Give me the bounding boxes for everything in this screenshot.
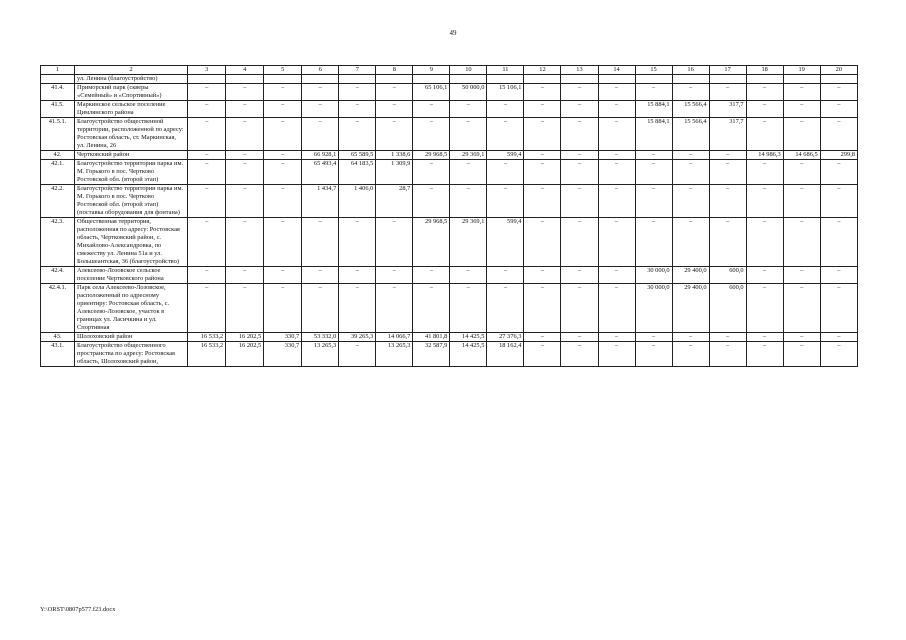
value-cell: 29 400,0	[672, 267, 709, 284]
column-number-header: 1	[41, 66, 75, 75]
value-cell: –	[188, 151, 226, 160]
value-cell: –	[487, 118, 524, 151]
footer-file-path: Y:\ORST\0807p577.f23.docx	[40, 606, 116, 613]
value-cell: –	[226, 84, 264, 101]
value-cell: –	[339, 101, 376, 118]
value-cell: 32 587,9	[413, 342, 450, 367]
value-cell: –	[598, 84, 635, 101]
value-cell: 600,0	[709, 267, 746, 284]
value-cell: –	[188, 284, 226, 333]
value-cell: 27 376,3	[487, 333, 524, 342]
value-cell: –	[264, 218, 302, 267]
value-cell: –	[450, 185, 487, 218]
value-cell	[635, 75, 672, 84]
value-cell: 16 533,2	[188, 342, 226, 367]
value-cell: –	[746, 218, 783, 267]
row-name: Алексеево-Лозовское сельское поселение Чертковского района	[75, 267, 188, 284]
value-cell: –	[226, 118, 264, 151]
value-cell: –	[598, 342, 635, 367]
row-name: Маркинское сельское поселение Цимлянского района	[75, 101, 188, 118]
row-number: 41.5.	[41, 101, 75, 118]
value-cell: 50 000,0	[450, 84, 487, 101]
column-number-header: 13	[561, 66, 598, 75]
value-cell: –	[302, 118, 339, 151]
row-name: Благоустройство территории парка им. М. Горького в пос. Чертково Ростовской обл. (второй этап)	[75, 160, 188, 185]
row-number: 42.1.	[41, 160, 75, 185]
value-cell: –	[635, 342, 672, 367]
value-cell: –	[226, 160, 264, 185]
value-cell: 30 000,0	[635, 284, 672, 333]
value-cell: –	[413, 118, 450, 151]
value-cell: –	[302, 267, 339, 284]
value-cell: 15 566,4	[672, 118, 709, 151]
value-cell: –	[783, 218, 820, 267]
value-cell: –	[820, 84, 857, 101]
value-cell: 18 162,4	[487, 342, 524, 367]
value-cell: 15 884,1	[635, 101, 672, 118]
value-cell	[450, 75, 487, 84]
column-number-header: 12	[524, 66, 561, 75]
value-cell: –	[450, 118, 487, 151]
value-cell: –	[524, 151, 561, 160]
value-cell	[487, 75, 524, 84]
value-cell: 317,7	[709, 118, 746, 151]
value-cell: –	[302, 284, 339, 333]
value-cell: –	[672, 185, 709, 218]
value-cell	[672, 75, 709, 84]
value-cell: –	[302, 101, 339, 118]
value-cell: 1 434,7	[302, 185, 339, 218]
value-cell: –	[783, 84, 820, 101]
value-cell: 14 986,3	[746, 151, 783, 160]
value-cell: –	[413, 284, 450, 333]
column-number-header: 8	[376, 66, 413, 75]
column-number-header: 20	[820, 66, 857, 75]
value-cell: –	[561, 185, 598, 218]
row-number: 41.4.	[41, 84, 75, 101]
value-cell: –	[376, 267, 413, 284]
row-number: 41.5.1.	[41, 118, 75, 151]
value-cell: –	[635, 84, 672, 101]
value-cell: –	[450, 267, 487, 284]
value-cell: –	[635, 185, 672, 218]
row-number: 42.3.	[41, 218, 75, 267]
value-cell: –	[820, 185, 857, 218]
value-cell: –	[709, 342, 746, 367]
column-number-header: 3	[188, 66, 226, 75]
column-number-header: 5	[264, 66, 302, 75]
value-cell: –	[709, 185, 746, 218]
row-number	[41, 75, 75, 84]
value-cell: –	[598, 118, 635, 151]
value-cell: –	[598, 333, 635, 342]
value-cell: –	[264, 160, 302, 185]
table-row	[41, 75, 858, 84]
value-cell: –	[635, 333, 672, 342]
column-number-header: 17	[709, 66, 746, 75]
value-cell: –	[709, 160, 746, 185]
value-cell: –	[561, 333, 598, 342]
value-cell: 16 202,5	[226, 342, 264, 367]
value-cell: –	[339, 342, 376, 367]
value-cell: –	[450, 284, 487, 333]
value-cell: –	[339, 118, 376, 151]
value-cell: –	[561, 84, 598, 101]
value-cell: 15 566,4	[672, 101, 709, 118]
value-cell: 14 425,5	[450, 333, 487, 342]
value-cell: 65 589,5	[339, 151, 376, 160]
value-cell	[264, 75, 302, 84]
value-cell: –	[524, 284, 561, 333]
value-cell: –	[524, 342, 561, 367]
value-cell: –	[783, 118, 820, 151]
value-cell: –	[561, 151, 598, 160]
value-cell: –	[264, 84, 302, 101]
value-cell	[524, 75, 561, 84]
value-cell: –	[524, 84, 561, 101]
column-number-header: 15	[635, 66, 672, 75]
value-cell: –	[487, 284, 524, 333]
column-number-header: 18	[746, 66, 783, 75]
value-cell: –	[264, 284, 302, 333]
table-row	[41, 333, 858, 342]
value-cell: –	[561, 218, 598, 267]
column-number-header: 9	[413, 66, 450, 75]
value-cell: 29 400,0	[672, 284, 709, 333]
row-number: 42.2.	[41, 185, 75, 218]
row-name: Чертковский район	[75, 151, 188, 160]
value-cell: –	[709, 218, 746, 267]
value-cell: –	[746, 342, 783, 367]
value-cell	[561, 75, 598, 84]
table-row	[41, 284, 858, 333]
value-cell: –	[226, 267, 264, 284]
table-row	[41, 185, 858, 218]
value-cell: 600,0	[709, 284, 746, 333]
value-cell: –	[302, 84, 339, 101]
value-cell: 330,7	[264, 342, 302, 367]
value-cell: –	[820, 267, 857, 284]
row-name: Общественная территория, расположенная по адресу: Ростовская область, Чертковский район, с. Михайлово-Александровка, по смежеству ул. Ленина 51а и ул. Большеантская, 36 (благоустройство)	[75, 218, 188, 267]
column-number-header: 16	[672, 66, 709, 75]
value-cell: –	[672, 342, 709, 367]
value-cell: 13 265,3	[302, 342, 339, 367]
row-number: 42.	[41, 151, 75, 160]
value-cell: –	[450, 160, 487, 185]
value-cell: –	[598, 267, 635, 284]
value-cell: –	[672, 151, 709, 160]
value-cell: –	[672, 160, 709, 185]
value-cell: –	[598, 160, 635, 185]
value-cell: –	[598, 284, 635, 333]
column-number-header: 2	[75, 66, 188, 75]
value-cell: –	[746, 333, 783, 342]
value-cell: –	[339, 267, 376, 284]
value-cell: –	[188, 160, 226, 185]
row-name: ул. Ленина (благоустройство)	[75, 75, 188, 84]
value-cell: 28,7	[376, 185, 413, 218]
value-cell: –	[561, 160, 598, 185]
value-cell: –	[561, 342, 598, 367]
value-cell: –	[783, 333, 820, 342]
value-cell: –	[413, 160, 450, 185]
value-cell: 41 801,8	[413, 333, 450, 342]
table-row	[41, 267, 858, 284]
value-cell: –	[820, 284, 857, 333]
value-cell: –	[487, 185, 524, 218]
value-cell: –	[226, 284, 264, 333]
value-cell	[598, 75, 635, 84]
row-name: Шолоховский район	[75, 333, 188, 342]
value-cell: 39 265,3	[339, 333, 376, 342]
value-cell: 66 928,1	[302, 151, 339, 160]
value-cell: 29 369,1	[450, 218, 487, 267]
value-cell: 15 884,1	[635, 118, 672, 151]
value-cell: –	[783, 267, 820, 284]
value-cell: 317,7	[709, 101, 746, 118]
value-cell: 65 106,1	[413, 84, 450, 101]
value-cell: –	[524, 333, 561, 342]
value-cell: –	[188, 118, 226, 151]
value-cell: –	[746, 101, 783, 118]
value-cell: –	[413, 267, 450, 284]
value-cell: –	[188, 218, 226, 267]
budget-table	[40, 65, 858, 367]
value-cell: –	[746, 284, 783, 333]
value-cell: –	[264, 185, 302, 218]
value-cell: –	[783, 284, 820, 333]
table-row	[41, 218, 858, 267]
value-cell: –	[188, 267, 226, 284]
value-cell: –	[598, 101, 635, 118]
value-cell: –	[524, 160, 561, 185]
value-cell: –	[820, 160, 857, 185]
value-cell	[376, 75, 413, 84]
row-name: Парк села Алексеево-Лозовское, расположенный по адресному ориентиру: Ростовская область, с. Алексеево-Лозовское, участок в границах ул. Ласичкина и ул. Спортивная	[75, 284, 188, 333]
value-cell: –	[264, 151, 302, 160]
table-row	[41, 118, 858, 151]
value-cell	[746, 75, 783, 84]
value-cell: –	[339, 84, 376, 101]
value-cell: –	[820, 118, 857, 151]
value-cell: –	[524, 267, 561, 284]
value-cell: –	[188, 185, 226, 218]
value-cell: 14 425,5	[450, 342, 487, 367]
value-cell: –	[487, 267, 524, 284]
value-cell: 30 000,0	[635, 267, 672, 284]
value-cell	[302, 75, 339, 84]
table-row	[41, 151, 858, 160]
value-cell: 29 968,5	[413, 151, 450, 160]
value-cell	[709, 75, 746, 84]
value-cell: 16 202,5	[226, 333, 264, 342]
value-cell: –	[746, 185, 783, 218]
value-cell: 64 183,5	[339, 160, 376, 185]
value-cell: 65 493,4	[302, 160, 339, 185]
value-cell: –	[376, 284, 413, 333]
value-cell: –	[376, 101, 413, 118]
row-name: Благоустройство общественного пространства по адресу: Ростовская область, Шолоховский район,	[75, 342, 188, 367]
value-cell	[226, 75, 264, 84]
value-cell: –	[376, 118, 413, 151]
value-cell: –	[598, 185, 635, 218]
column-number-header: 10	[450, 66, 487, 75]
value-cell: –	[264, 267, 302, 284]
column-number-header: 11	[487, 66, 524, 75]
value-cell: –	[524, 185, 561, 218]
value-cell: –	[524, 101, 561, 118]
value-cell: –	[302, 218, 339, 267]
value-cell	[339, 75, 376, 84]
value-cell	[820, 75, 857, 84]
value-cell: –	[561, 101, 598, 118]
value-cell: –	[598, 218, 635, 267]
value-cell: –	[188, 101, 226, 118]
value-cell	[413, 75, 450, 84]
value-cell: 1 406,0	[339, 185, 376, 218]
value-cell: –	[783, 185, 820, 218]
value-cell: –	[264, 118, 302, 151]
value-cell: –	[672, 333, 709, 342]
value-cell: –	[413, 185, 450, 218]
value-cell: –	[339, 284, 376, 333]
value-cell: 330,7	[264, 333, 302, 342]
table-row	[41, 84, 858, 101]
column-number-header: 19	[783, 66, 820, 75]
value-cell: 599,4	[487, 151, 524, 160]
value-cell: 599,4	[487, 218, 524, 267]
value-cell: –	[783, 160, 820, 185]
value-cell: –	[820, 101, 857, 118]
value-cell: –	[226, 101, 264, 118]
value-cell: –	[598, 151, 635, 160]
table-row	[41, 101, 858, 118]
value-cell: 14 686,5	[783, 151, 820, 160]
value-cell: 1 309,9	[376, 160, 413, 185]
column-number-header: 4	[226, 66, 264, 75]
row-name: Благоустройство общественной территории, расположенной по адресу: Ростовская область, ст. Маркинская, ул. Ленина, 26	[75, 118, 188, 151]
value-cell: –	[635, 218, 672, 267]
value-cell: –	[561, 267, 598, 284]
value-cell: –	[487, 160, 524, 185]
value-cell: –	[376, 84, 413, 101]
row-number: 42.4.1.	[41, 284, 75, 333]
table-row	[41, 342, 858, 367]
value-cell: 14 066,7	[376, 333, 413, 342]
value-cell: –	[709, 333, 746, 342]
value-cell: –	[188, 84, 226, 101]
value-cell: –	[820, 342, 857, 367]
row-number: 43.	[41, 333, 75, 342]
value-cell: –	[746, 118, 783, 151]
row-name: Приморский парк (скверы «Семейный» и «Спортивный»)	[75, 84, 188, 101]
table-header-row	[41, 66, 858, 75]
value-cell: 299,8	[820, 151, 857, 160]
value-cell: –	[820, 218, 857, 267]
value-cell: –	[746, 267, 783, 284]
value-cell: –	[264, 101, 302, 118]
value-cell: 1 338,6	[376, 151, 413, 160]
row-number: 43.1.	[41, 342, 75, 367]
column-number-header: 6	[302, 66, 339, 75]
value-cell: –	[783, 101, 820, 118]
value-cell	[188, 75, 226, 84]
row-number: 42.4.	[41, 267, 75, 284]
value-cell: 16 533,2	[188, 333, 226, 342]
value-cell: 29 369,1	[450, 151, 487, 160]
value-cell: –	[226, 151, 264, 160]
value-cell: –	[339, 218, 376, 267]
value-cell: –	[746, 160, 783, 185]
page-number: 49	[449, 29, 457, 37]
value-cell: –	[524, 218, 561, 267]
table-row	[41, 160, 858, 185]
row-name: Благоустройство территории парка им. М. Горького в пос. Чертково Ростовской обл. (второй этап) (поставка оборудования для фонтана)	[75, 185, 188, 218]
value-cell: 13 265,3	[376, 342, 413, 367]
value-cell: –	[561, 118, 598, 151]
value-cell: –	[226, 185, 264, 218]
value-cell: 15 106,1	[487, 84, 524, 101]
value-cell: –	[561, 284, 598, 333]
value-cell: –	[635, 160, 672, 185]
value-cell: –	[487, 101, 524, 118]
value-cell: –	[672, 84, 709, 101]
value-cell: –	[635, 151, 672, 160]
value-cell: –	[820, 333, 857, 342]
value-cell: –	[783, 342, 820, 367]
value-cell: –	[709, 151, 746, 160]
value-cell	[783, 75, 820, 84]
column-number-header: 7	[339, 66, 376, 75]
value-cell: –	[376, 218, 413, 267]
value-cell: –	[226, 218, 264, 267]
value-cell: –	[709, 84, 746, 101]
value-cell: –	[413, 101, 450, 118]
value-cell: 29 968,5	[413, 218, 450, 267]
value-cell: –	[746, 84, 783, 101]
column-number-header: 14	[598, 66, 635, 75]
value-cell: –	[672, 218, 709, 267]
value-cell: –	[524, 118, 561, 151]
value-cell: –	[450, 101, 487, 118]
value-cell: 53 332,0	[302, 333, 339, 342]
